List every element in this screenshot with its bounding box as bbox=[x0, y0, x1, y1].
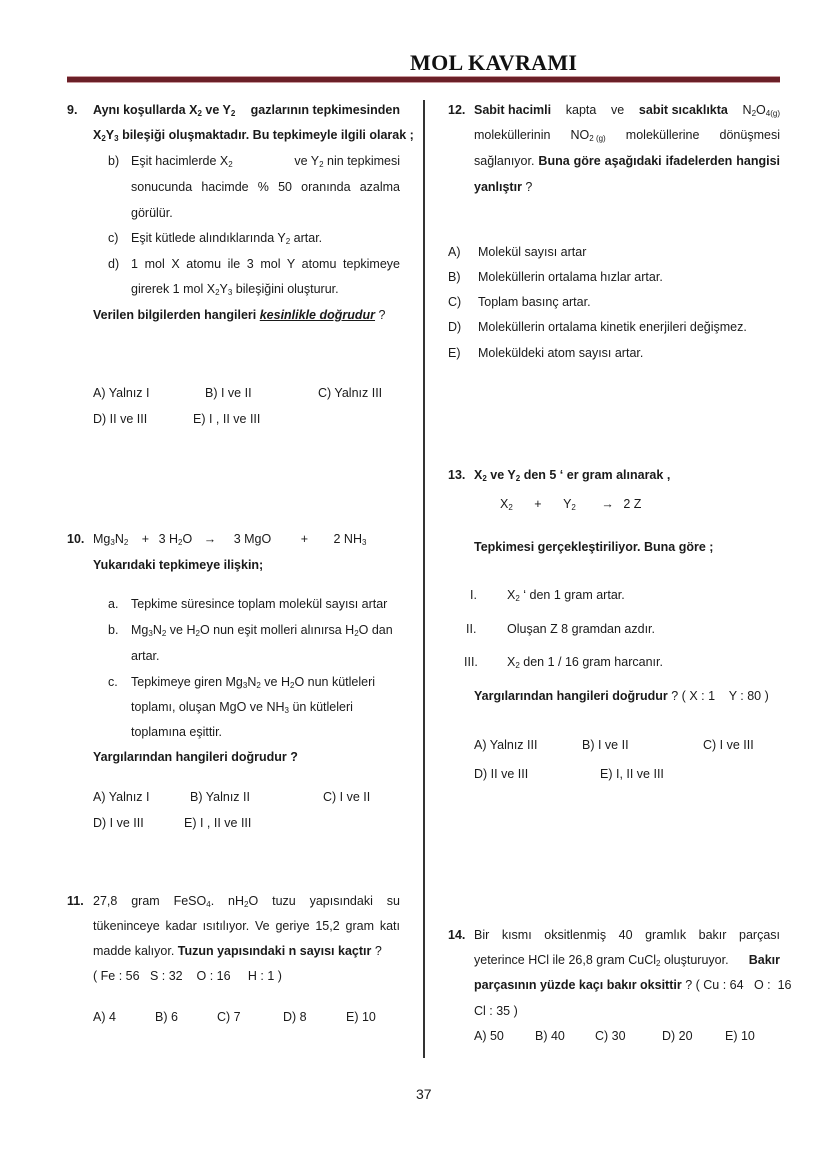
option-c[interactable]: C) Toplam basınç artar. bbox=[448, 295, 591, 309]
statement-d: 1 mol X atomu ile 3 mol Y atomu tepkimeye bbox=[131, 257, 400, 271]
question-stem: Bir kısmı oksitlenmiş 40 gramlık bakır parçası bbox=[474, 928, 780, 942]
question-stem-line2: yeterince HCl ile 26,8 gram CuCl$_2$ oluşturuyor. Bakır bbox=[474, 953, 780, 968]
question-number: 12. bbox=[448, 103, 466, 117]
option-c[interactable]: C) I ve III bbox=[703, 738, 754, 752]
item-label: d) bbox=[108, 257, 120, 271]
question-stem: $X_2$ ve $Y_2$ den 5 ‘ er gram alınarak , bbox=[474, 468, 671, 483]
statement-1: $X_2$ ‘ den 1 gram artar. bbox=[507, 588, 625, 603]
option-b[interactable]: B) 40 bbox=[535, 1029, 565, 1043]
statement-b-line2: artar. bbox=[131, 649, 160, 663]
statement-3: $X_2$ den 1 / 16 gram harcanır. bbox=[507, 655, 663, 670]
option-c[interactable]: C) I ve II bbox=[323, 790, 371, 804]
option-e[interactable]: E) I , II ve III bbox=[193, 412, 261, 426]
header-rule bbox=[67, 76, 780, 83]
statement-b-line3: görülür. bbox=[131, 206, 173, 220]
option-a[interactable]: A) 50 bbox=[474, 1029, 504, 1043]
statement-a: Tepkime süresince toplam molekül sayısı artar bbox=[131, 597, 388, 611]
option-b[interactable]: B) 6 bbox=[155, 1010, 178, 1024]
question-prompt: yanlıştır ? bbox=[474, 180, 533, 194]
option-c[interactable]: C) 7 bbox=[217, 1010, 241, 1024]
page-title: MOL KAVRAMI bbox=[410, 50, 578, 75]
atomic-masses: Cl : 35 ) bbox=[474, 1004, 518, 1018]
item-label: I. bbox=[470, 588, 477, 602]
option-d[interactable]: D) II ve III bbox=[93, 412, 148, 426]
statement-c: Eşit kütlede alındıklarında $Y_2$ artar. bbox=[131, 231, 323, 246]
page-number: 37 bbox=[416, 1086, 432, 1102]
statement-b: $Mg_3N_2$ ve $H_2O$ nun eşit molleri alınırsa $H_2O$ dan bbox=[131, 623, 393, 638]
question-number: 11. bbox=[67, 894, 84, 908]
question-stem: Sabit hacimli kapta ve sabit sıcaklıkta $N_2O_{4(g)}$ bbox=[474, 103, 780, 118]
option-b[interactable]: B) I ve II bbox=[582, 738, 629, 752]
option-d[interactable]: D) 20 bbox=[662, 1029, 693, 1043]
reaction-equation: $Mg_3N_2 + 3$ $H_2O \to 3$ MgO + 2 $NH_3$ bbox=[93, 532, 367, 547]
question-stem-line3: sağlanıyor. Buna göre aşağıdaki ifadelerden hangisi bbox=[474, 154, 780, 168]
option-c[interactable]: C) 30 bbox=[595, 1029, 626, 1043]
question-stem: 27,8 gram FeSO$_4$. $nH_2O$ tuzu yapısındaki su bbox=[93, 894, 400, 909]
option-a[interactable]: A) Yalnız III bbox=[474, 738, 538, 752]
option-e[interactable]: E) Moleküldeki atom sayısı artar. bbox=[448, 346, 644, 360]
item-label: II. bbox=[466, 622, 477, 636]
option-c[interactable]: C) Yalnız III bbox=[318, 386, 383, 400]
atomic-masses: ( Fe : 56 S : 32 O : 16 H : 1 ) bbox=[93, 969, 282, 983]
reaction-equation: $X_2 + Y_2 \to 2$ Z bbox=[500, 497, 642, 512]
question-stem-line2: $X_2Y_3$ bileşiği oluşmaktadır. Bu tepkimeyle ilgili olarak ; bbox=[93, 128, 414, 143]
option-e[interactable]: E) I, II ve III bbox=[600, 767, 664, 781]
item-label: b. bbox=[108, 623, 119, 637]
option-b[interactable]: B) I ve II bbox=[205, 386, 252, 400]
question-stem-line2: tükeninceye kadar ısıtılıyor. Ve geriye 15,2 gram katı bbox=[93, 919, 400, 933]
question-stem-line3: madde kalıyor. Tuzun yapısındaki n sayısı kaçtır ? bbox=[93, 944, 382, 958]
option-d[interactable]: D) Moleküllerin ortalama kinetik enerjileri değişmez. bbox=[448, 320, 747, 334]
statement-2: Oluşan Z 8 gramdan azdır. bbox=[507, 622, 655, 636]
question-prompt: Yargılarından hangileri doğrudur ? bbox=[93, 750, 298, 764]
question-prompt: Verilen bilgilerden hangileri kesinlikle doğrudur ? bbox=[93, 308, 386, 322]
question-stem-line2: moleküllerinin $NO_{2 (g)}$ moleküllerine dönüşmesi bbox=[474, 128, 780, 143]
option-a[interactable]: A) Yalnız I bbox=[93, 386, 150, 400]
question-number: 13. bbox=[448, 468, 466, 482]
question-number: 9. bbox=[67, 103, 78, 117]
option-a[interactable]: A) Yalnız I bbox=[93, 790, 150, 804]
option-e[interactable]: E) 10 bbox=[346, 1010, 376, 1024]
item-label: c. bbox=[108, 675, 118, 689]
option-e[interactable]: E) 10 bbox=[725, 1029, 755, 1043]
option-d[interactable]: D) II ve III bbox=[474, 767, 529, 781]
option-b[interactable]: B) Yalnız II bbox=[190, 790, 250, 804]
question-prompt: parçasının yüzde kaçı bakır oksittir ? ( Cu : 64 O : 16 bbox=[474, 978, 792, 992]
option-d[interactable]: D) 8 bbox=[283, 1010, 307, 1024]
statement-b-line2: sonucunda hacimde % 50 oranında azalma bbox=[131, 180, 400, 194]
option-a[interactable]: A) 4 bbox=[93, 1010, 116, 1024]
question-stem: Aynı koşullarda $X_2$ ve $Y_2$ gazlarının tepkimesinden bbox=[93, 103, 400, 118]
column-divider bbox=[423, 100, 425, 1058]
question-intro: Tepkimesi gerçekleştiriliyor. Buna göre ; bbox=[474, 540, 714, 554]
question-prompt: Yargılarından hangileri doğrudur ? ( X : 1 Y : 80 ) bbox=[474, 689, 769, 703]
option-b[interactable]: B) Moleküllerin ortalama hızlar artar. bbox=[448, 270, 663, 284]
item-label: b) bbox=[108, 154, 120, 168]
item-label: a. bbox=[108, 597, 119, 611]
statement-c-line3: toplamına eşittir. bbox=[131, 725, 223, 739]
option-a[interactable]: A) Molekül sayısı artar bbox=[448, 245, 587, 259]
statement-c: Tepkimeye giren $Mg_3N_2$ ve $H_2O$ nun kütleleri bbox=[131, 675, 376, 690]
item-label: III. bbox=[464, 655, 478, 669]
statement-d-line2: girerek 1 mol $X_2Y_3$ bileşiğini oluşturur. bbox=[131, 282, 339, 297]
statement-c-line2: toplamı, oluşan MgO ve $NH_3$ ün kütleleri bbox=[131, 700, 353, 715]
option-e[interactable]: E) I , II ve III bbox=[184, 816, 252, 830]
item-label: c) bbox=[108, 231, 119, 245]
statement-b: Eşit hacimlerde $X_2$ ve $Y_2$ nin tepkimesi bbox=[131, 154, 400, 169]
question-number: 10. bbox=[67, 532, 85, 546]
question-number: 14. bbox=[448, 928, 466, 942]
question-intro: Yukarıdaki tepkimeye ilişkin; bbox=[93, 558, 264, 572]
option-d[interactable]: D) I ve III bbox=[93, 816, 144, 830]
